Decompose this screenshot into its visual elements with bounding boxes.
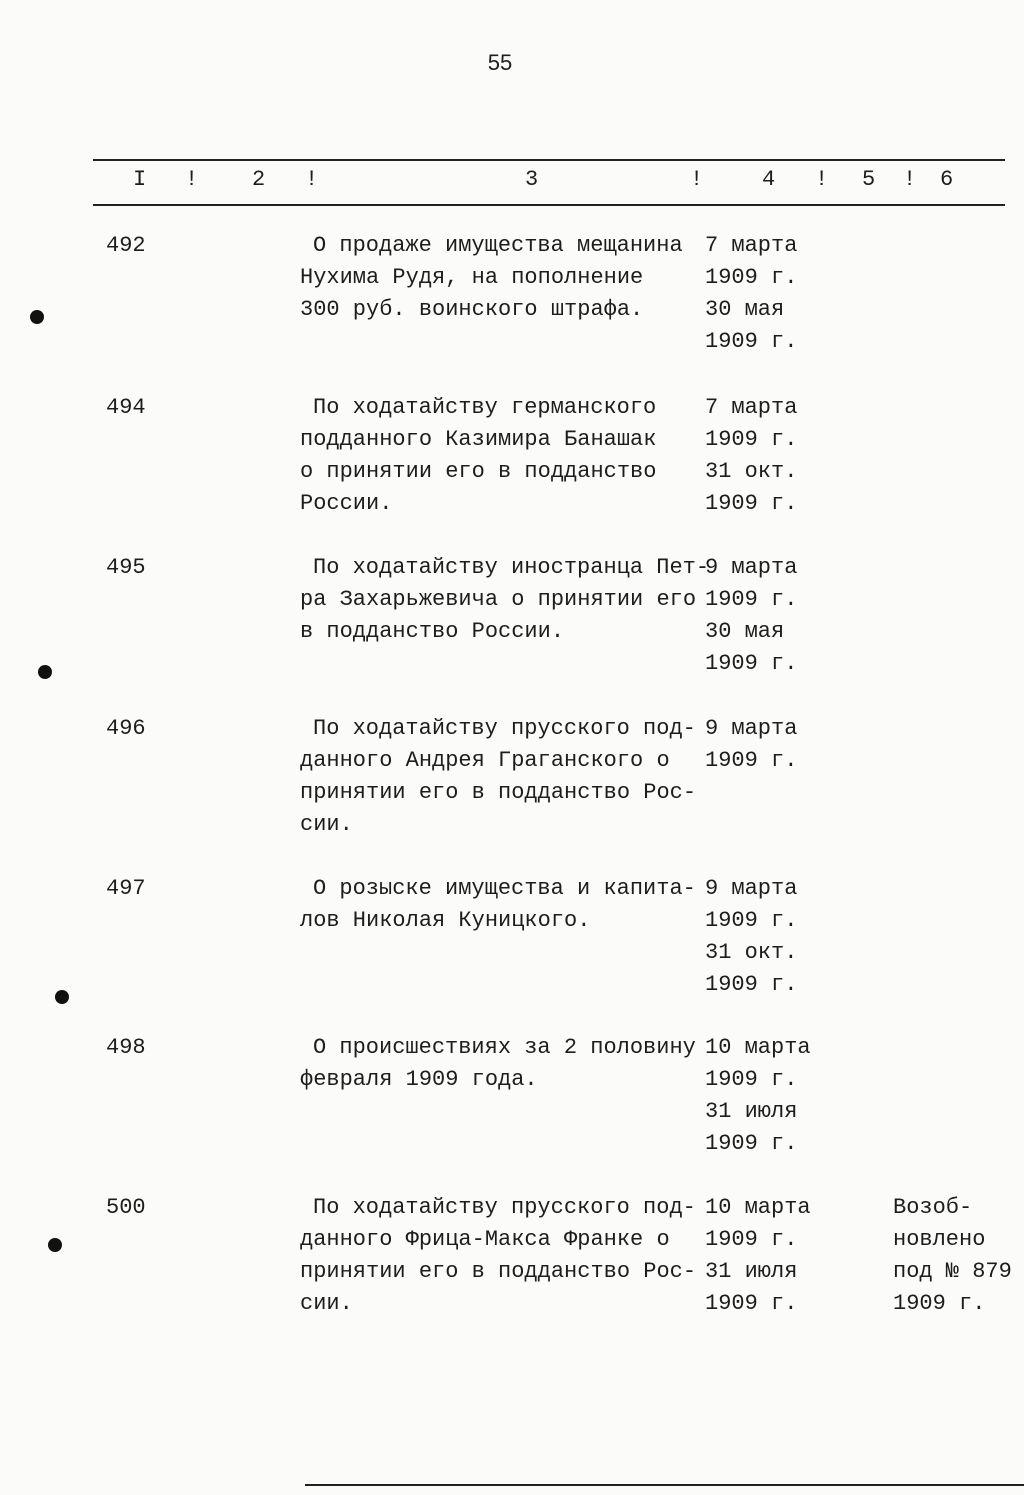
entry-title-line: По ходатайству прусского под- bbox=[313, 1195, 696, 1220]
punch-hole-mark bbox=[48, 1238, 62, 1252]
entry-dates-line: 1909 г. bbox=[705, 1131, 798, 1156]
entry-dates-line: 1909 г. bbox=[705, 908, 798, 933]
entry-title-line: данного Андрея Граганского о bbox=[300, 748, 670, 773]
entry-number: 500 bbox=[106, 1195, 146, 1220]
entry-dates-line: 1909 г. bbox=[705, 972, 798, 997]
column-number: 2 bbox=[252, 167, 266, 192]
entry-title-line: По ходатайству германского bbox=[313, 395, 657, 420]
entry-dates-line: 1909 г. bbox=[705, 748, 798, 773]
punch-hole-mark bbox=[38, 665, 52, 679]
entry-dates-line: 9 марта bbox=[705, 555, 798, 580]
entry-dates-line: 1909 г. bbox=[705, 1291, 798, 1316]
entry-dates-line: 7 марта bbox=[705, 233, 798, 258]
entry-dates-line: 1909 г. bbox=[705, 265, 798, 290]
column-separator: ! bbox=[185, 167, 199, 192]
entry-dates-line: 31 окт. bbox=[705, 459, 798, 484]
entry-dates-line: 1909 г. bbox=[705, 651, 798, 676]
entry-dates bbox=[705, 1032, 811, 1160]
header-bottom-rule bbox=[93, 204, 1005, 206]
header-top-rule bbox=[93, 159, 1005, 161]
entry-number: 497 bbox=[106, 876, 146, 901]
entry-dates bbox=[705, 1192, 811, 1320]
entry-dates bbox=[705, 873, 797, 1001]
entry-dates-line: 1909 г. bbox=[705, 1227, 798, 1252]
entry-title-line: Нухима Рудя, на пополнение bbox=[300, 265, 644, 290]
column-separator: ! bbox=[903, 167, 917, 192]
entry-dates-line: 31 окт. bbox=[705, 940, 798, 965]
punch-hole-mark bbox=[55, 990, 69, 1004]
entry-dates bbox=[705, 713, 797, 777]
entry-dates-line: 9 марта bbox=[705, 876, 798, 901]
entry-number: 495 bbox=[106, 555, 146, 580]
entry-dates-line: 10 марта bbox=[705, 1195, 811, 1220]
entry-dates-line: 7 марта bbox=[705, 395, 798, 420]
entry-title-line: сии. bbox=[300, 812, 353, 837]
entry-number: 496 bbox=[106, 716, 146, 741]
entry-title bbox=[300, 230, 683, 326]
entry-title-line: 300 руб. воинского штрафа. bbox=[300, 297, 644, 322]
entry-title-line: ра Захарьжевича о принятии его bbox=[300, 587, 697, 612]
entry-title-line: О происшествиях за 2 половину bbox=[313, 1035, 696, 1060]
entry-dates-line: 1909 г. bbox=[705, 491, 798, 516]
column-separator: ! bbox=[305, 167, 319, 192]
entry-title-line: По ходатайству иностранца Пет- bbox=[313, 555, 710, 580]
entry-number: 494 bbox=[106, 395, 146, 420]
entry-note-line: под № 879 bbox=[893, 1259, 1012, 1284]
page-number: 55 bbox=[487, 50, 513, 75]
entry-title-line: о принятии его в подданство bbox=[300, 459, 657, 484]
entry-title-line: подданного Казимира Банашак bbox=[300, 427, 657, 452]
entry-note-line: Возоб- bbox=[893, 1195, 973, 1220]
column-number: 3 bbox=[525, 167, 539, 192]
entry-title bbox=[300, 392, 656, 520]
entry-dates-line: 1909 г. bbox=[705, 1067, 798, 1092]
entry-title-line: принятии его в подданство Рос- bbox=[300, 1259, 697, 1284]
column-number: I bbox=[133, 167, 147, 192]
punch-hole-mark bbox=[30, 310, 44, 324]
entry-note bbox=[893, 1192, 1012, 1320]
entry-title bbox=[300, 552, 709, 648]
entry-title-line: лов Николая Куницкого. bbox=[300, 908, 591, 933]
entry-number: 492 bbox=[106, 233, 146, 258]
entry-dates-line: 1909 г. bbox=[705, 427, 798, 452]
entry-dates-line: 10 марта bbox=[705, 1035, 811, 1060]
column-separator: ! bbox=[690, 167, 704, 192]
entry-title bbox=[300, 1192, 696, 1320]
entry-dates-line: 1909 г. bbox=[705, 329, 798, 354]
entry-title-line: О розыске имущества и капита- bbox=[313, 876, 696, 901]
entry-title-line: По ходатайству прусского под- bbox=[313, 716, 696, 741]
entry-title-line: в подданство России. bbox=[300, 619, 565, 644]
entry-dates-line: 30 мая bbox=[705, 619, 785, 644]
entry-dates-line: 30 мая bbox=[705, 297, 785, 322]
entry-note-line: новлено bbox=[893, 1227, 986, 1252]
entry-dates-line: 31 июля bbox=[705, 1259, 798, 1284]
entry-title-line: принятии его в подданство Рос- bbox=[300, 780, 697, 805]
entry-dates bbox=[705, 552, 797, 680]
entry-dates-line: 31 июля bbox=[705, 1099, 798, 1124]
entry-dates bbox=[705, 230, 797, 358]
entry-title-line: сии. bbox=[300, 1291, 353, 1316]
page-bottom-rule bbox=[305, 1484, 1024, 1486]
entry-note-line: 1909 г. bbox=[893, 1291, 986, 1316]
entry-dates-line: 1909 г. bbox=[705, 587, 798, 612]
column-number: 6 bbox=[940, 167, 954, 192]
entry-title bbox=[300, 1032, 696, 1096]
entry-title-line: данного Фрица-Макса Франке о bbox=[300, 1227, 670, 1252]
entry-dates bbox=[705, 392, 797, 520]
entry-title bbox=[300, 713, 696, 841]
entry-number: 498 bbox=[106, 1035, 146, 1060]
entry-title bbox=[300, 873, 696, 937]
entry-title-line: О продаже имущества мещанина bbox=[313, 233, 683, 258]
column-number: 5 bbox=[862, 167, 876, 192]
column-separator: ! bbox=[815, 167, 829, 192]
entry-title-line: февраля 1909 года. bbox=[300, 1067, 538, 1092]
entry-dates-line: 9 марта bbox=[705, 716, 798, 741]
entry-title-line: России. bbox=[300, 491, 393, 516]
column-number: 4 bbox=[762, 167, 776, 192]
